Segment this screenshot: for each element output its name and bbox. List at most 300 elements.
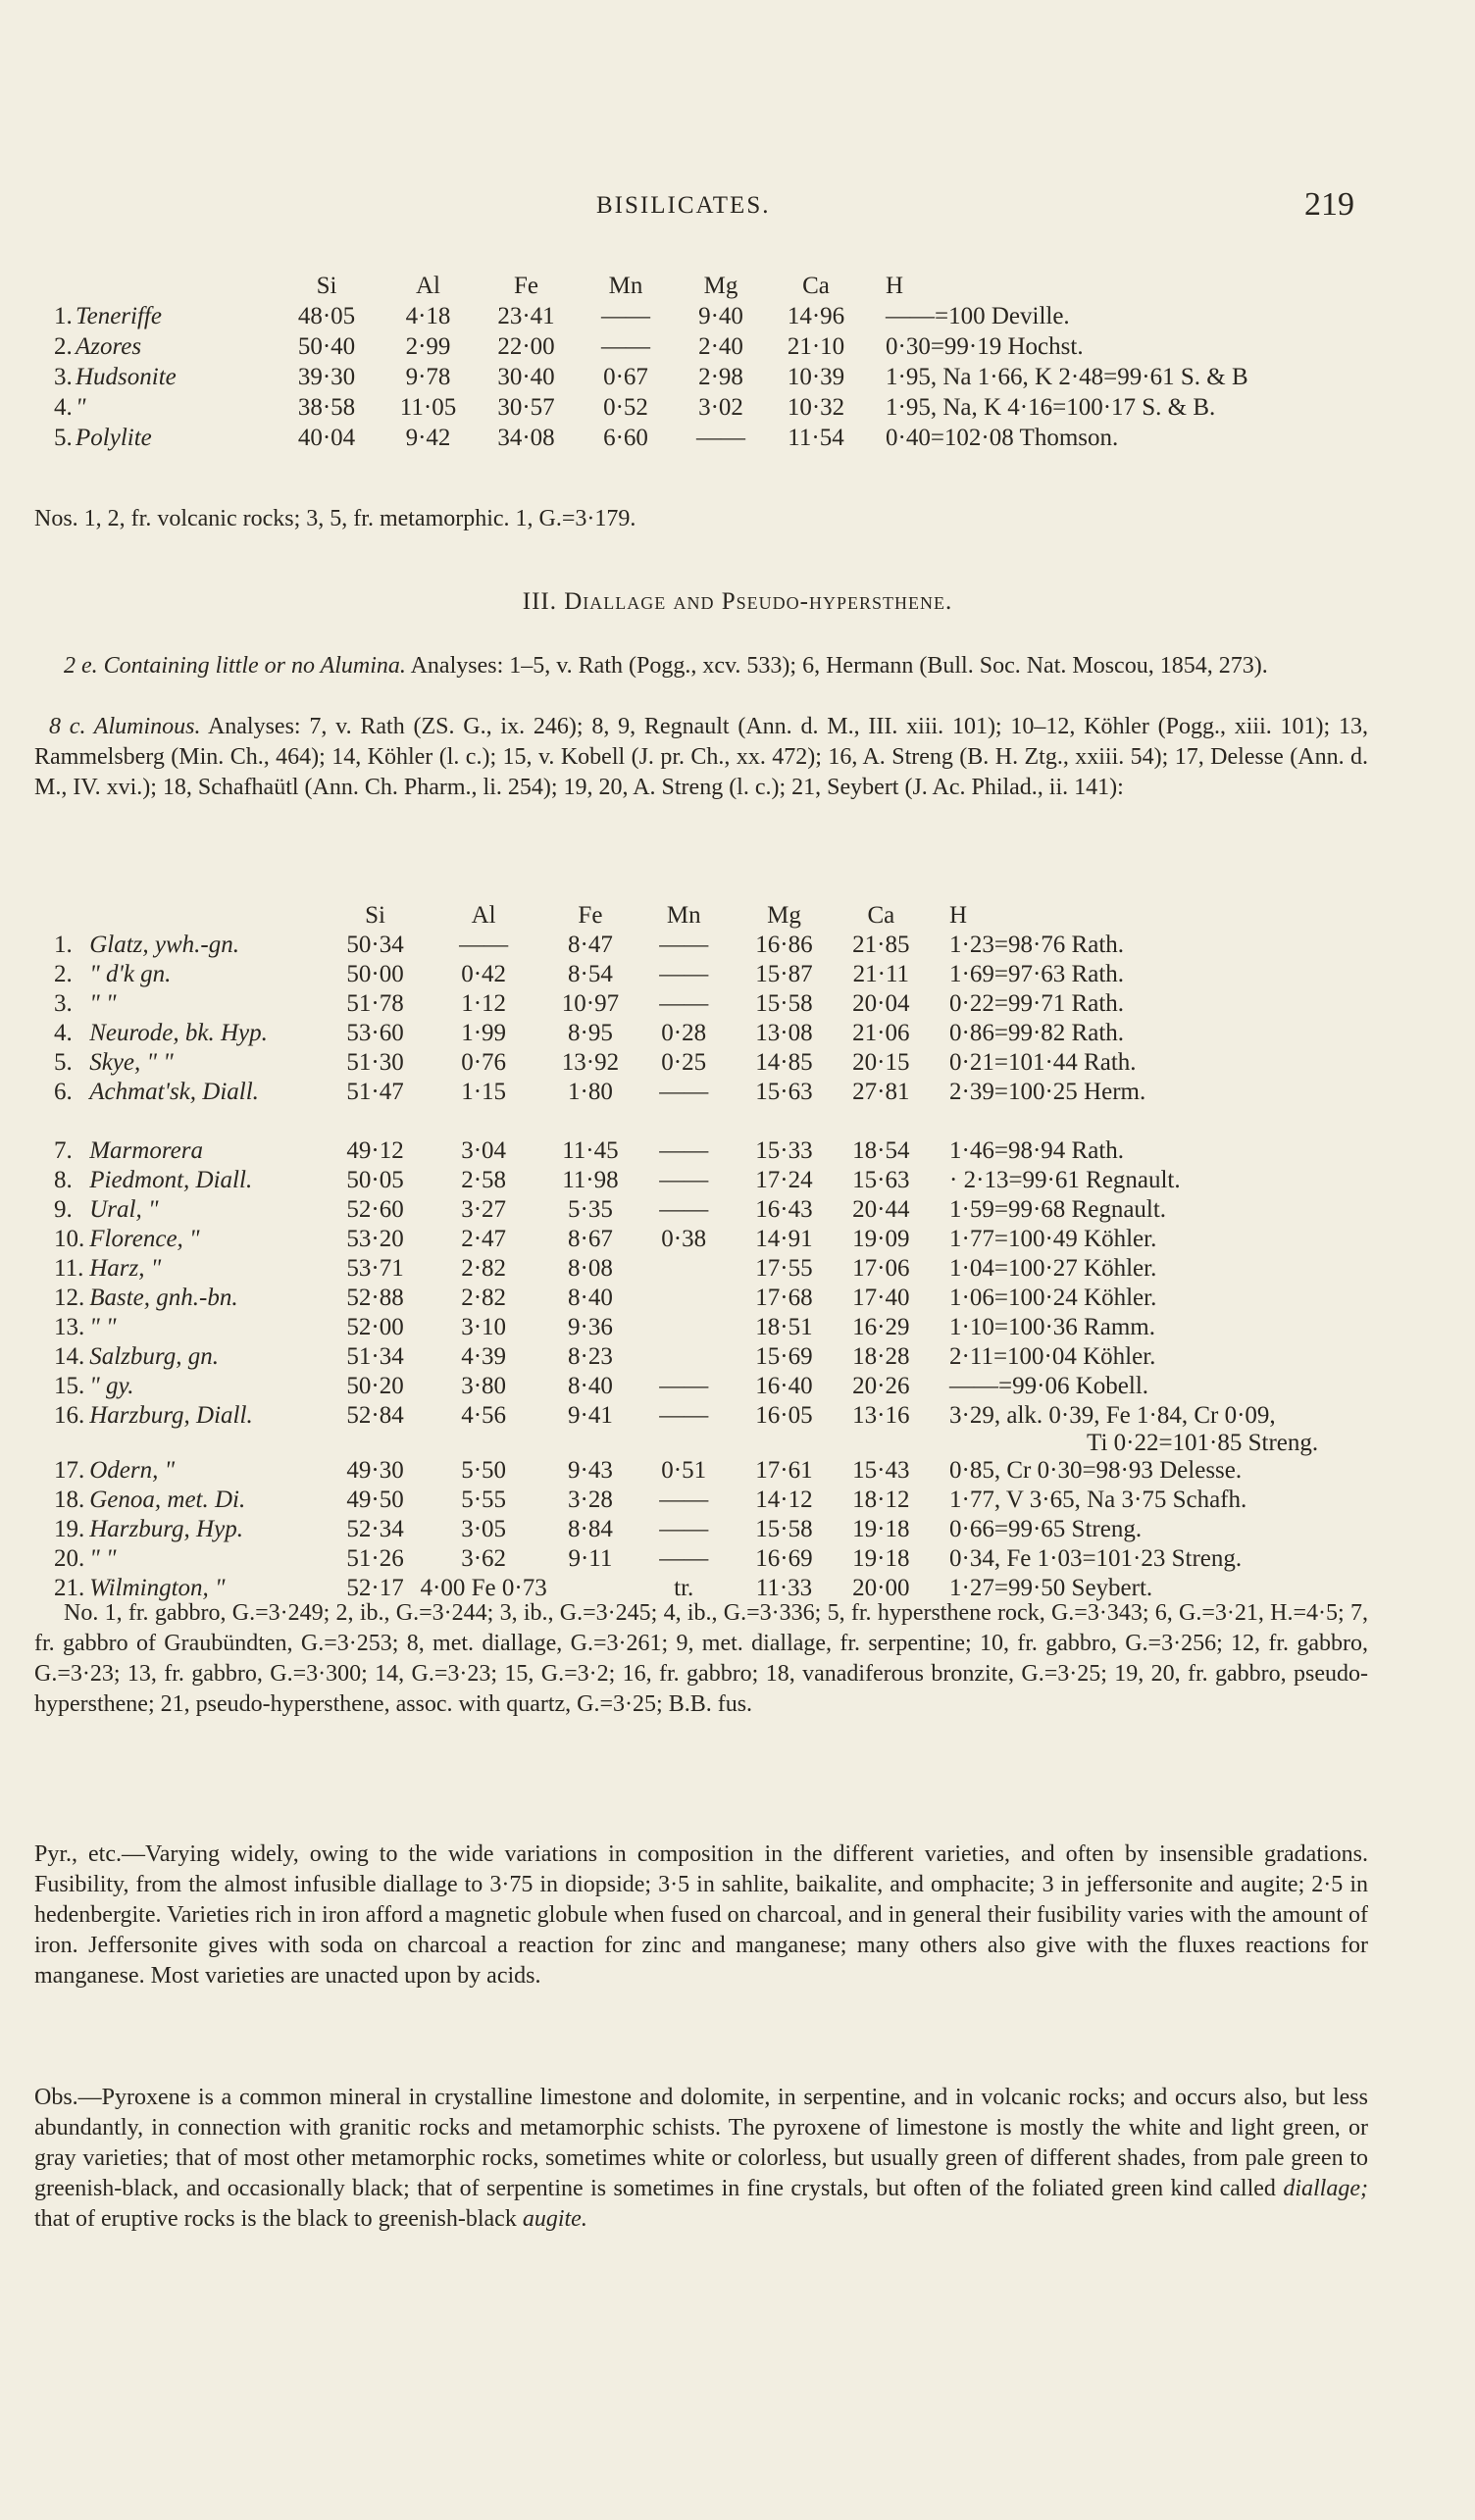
value-mg: 13·08 bbox=[755, 1020, 813, 1046]
value-ca: 19·18 bbox=[852, 1545, 910, 1572]
value-mn: 0·38 bbox=[661, 1226, 707, 1252]
table-row bbox=[54, 1285, 1475, 1314]
remainder-text: 2·11=100·04 Köhler. bbox=[949, 1343, 1156, 1370]
term-augite: augite. bbox=[522, 2206, 587, 2232]
value-mn: 6·60 bbox=[603, 425, 648, 451]
remainder bbox=[864, 425, 1425, 455]
locality: Azores bbox=[76, 333, 142, 360]
value-fe: 9·36 bbox=[568, 1314, 613, 1340]
value-mg: 14·12 bbox=[755, 1487, 813, 1513]
value-si: 51·34 bbox=[346, 1343, 404, 1370]
value-fe: 8·54 bbox=[568, 961, 613, 987]
table-row bbox=[54, 1487, 1475, 1516]
remainder-text: 1·95, Na, K 4·16=100·17 S. & B. bbox=[886, 394, 1216, 421]
row-number: 4. bbox=[54, 1020, 73, 1046]
value-al: 1·12 bbox=[461, 990, 507, 1017]
row-number: 13. bbox=[54, 1314, 85, 1340]
col-header: H bbox=[949, 902, 968, 929]
value-ca: 18·12 bbox=[852, 1487, 910, 1513]
paragraph-aluminous bbox=[34, 712, 1368, 803]
row-number: 21. bbox=[54, 1575, 85, 1601]
remainder bbox=[928, 990, 1475, 1020]
value-ca: 15·63 bbox=[852, 1167, 910, 1193]
value-mg: 17·61 bbox=[755, 1457, 813, 1484]
value-al: 2·82 bbox=[461, 1255, 507, 1282]
value-ca: 19·09 bbox=[852, 1226, 910, 1252]
locality: Ural, " bbox=[89, 1196, 159, 1223]
remainder bbox=[864, 364, 1425, 394]
row-number: 1. bbox=[54, 303, 73, 329]
value-fe: 8·47 bbox=[568, 932, 613, 958]
value-mg: 17·55 bbox=[755, 1255, 813, 1282]
value-mg: 15·33 bbox=[755, 1137, 813, 1164]
row-number: 17. bbox=[54, 1457, 85, 1484]
value-mg: 15·58 bbox=[755, 1516, 813, 1542]
value-mg: 18·51 bbox=[755, 1314, 813, 1340]
value-si: 53·71 bbox=[346, 1255, 404, 1282]
remainder-text: 0·40=102·08 Thomson. bbox=[886, 425, 1119, 451]
value-ca: 21·06 bbox=[852, 1020, 910, 1046]
remainder-text: 1·04=100·27 Köhler. bbox=[949, 1255, 1157, 1282]
remainder-text: · 2·13=99·61 Regnault. bbox=[949, 1167, 1181, 1193]
value-fe: 23·41 bbox=[497, 303, 555, 329]
remainder-text: 1·77=100·49 Köhler. bbox=[949, 1226, 1157, 1252]
col-header: Mn bbox=[608, 273, 643, 299]
remainder-text: 0·34, Fe 1·03=101·23 Streng. bbox=[949, 1545, 1243, 1572]
remainder bbox=[928, 1373, 1475, 1402]
row-number: 8. bbox=[54, 1167, 73, 1193]
value-al: 11·05 bbox=[399, 394, 457, 421]
value-mn: —— bbox=[659, 1516, 709, 1542]
remainder bbox=[928, 1137, 1475, 1167]
locality: " gy. bbox=[89, 1373, 134, 1399]
value-ca: 17·40 bbox=[852, 1285, 910, 1311]
remainder bbox=[928, 1167, 1475, 1196]
row-number: 4. bbox=[54, 394, 73, 421]
locality: Hudsonite bbox=[76, 364, 177, 390]
value-fe: 30·40 bbox=[497, 364, 555, 390]
page-number: 219 bbox=[1304, 186, 1354, 223]
table-row bbox=[54, 1049, 1475, 1079]
value-ca: 15·43 bbox=[852, 1457, 910, 1484]
value-al: —— bbox=[459, 932, 509, 958]
row-number: 20. bbox=[54, 1545, 85, 1572]
paragraph-observations bbox=[34, 2083, 1368, 2235]
remainder bbox=[928, 1314, 1475, 1343]
table1-note: Nos. 1, 2, fr. volcanic rocks; 3, 5, fr. metamorphic. 1, G.=3·179. bbox=[34, 506, 636, 531]
value-mn: —— bbox=[659, 1487, 709, 1513]
col-header: Si bbox=[365, 902, 386, 929]
remainder bbox=[864, 394, 1425, 425]
value-mg: 17·24 bbox=[755, 1167, 813, 1193]
value-mg: 14·91 bbox=[755, 1226, 813, 1252]
table-row bbox=[54, 425, 1425, 455]
value-mn bbox=[634, 1343, 734, 1373]
analysis-table-2 bbox=[54, 902, 1475, 1604]
value-si: 50·20 bbox=[346, 1373, 404, 1399]
value-ca: 20·15 bbox=[852, 1049, 910, 1076]
remainder bbox=[928, 961, 1475, 990]
locality: Harzburg, Diall. bbox=[89, 1402, 253, 1429]
value-al: 0·42 bbox=[461, 961, 507, 987]
value-al: 0·76 bbox=[461, 1049, 507, 1076]
value-mn: —— bbox=[659, 932, 709, 958]
row-number: 7. bbox=[54, 1137, 73, 1164]
value-si: 49·30 bbox=[346, 1457, 404, 1484]
value-ca: 18·54 bbox=[852, 1137, 910, 1164]
table-row bbox=[54, 1137, 1475, 1167]
paragraph-label: 8 c. Aluminous. bbox=[49, 714, 201, 739]
value-al: 3·80 bbox=[461, 1373, 507, 1399]
table-row bbox=[54, 1545, 1475, 1575]
value-mn: tr. bbox=[674, 1575, 694, 1601]
col-header: Al bbox=[471, 902, 496, 929]
value-mg: 2·98 bbox=[698, 364, 743, 390]
value-al: 4·00 Fe 0·73 bbox=[420, 1575, 547, 1601]
value-fe: 11·45 bbox=[562, 1137, 619, 1164]
value-mn: —— bbox=[601, 303, 650, 329]
value-al: 2·47 bbox=[461, 1226, 507, 1252]
table-header-row bbox=[54, 273, 1425, 303]
row-number: 1. bbox=[54, 932, 73, 958]
value-si: 51·47 bbox=[346, 1079, 404, 1105]
value-fe: 9·41 bbox=[568, 1402, 613, 1429]
remainder-text: 2·39=100·25 Herm. bbox=[949, 1079, 1146, 1105]
value-si: 53·20 bbox=[346, 1226, 404, 1252]
value-mn: —— bbox=[659, 1402, 709, 1429]
value-si: 50·34 bbox=[346, 932, 404, 958]
table-row bbox=[54, 1373, 1475, 1402]
remainder-text: ——=100 Deville. bbox=[886, 303, 1070, 329]
value-fe: 34·08 bbox=[497, 425, 555, 451]
remainder-text: 0·66=99·65 Streng. bbox=[949, 1516, 1143, 1542]
value-ca: 21·10 bbox=[787, 333, 845, 360]
locality: Harzburg, Hyp. bbox=[89, 1516, 243, 1542]
value-mg: 2·40 bbox=[698, 333, 743, 360]
table-row bbox=[54, 1020, 1475, 1049]
value-si: 50·40 bbox=[297, 333, 356, 360]
value-mn: 0·51 bbox=[661, 1457, 707, 1484]
remainder bbox=[928, 1487, 1475, 1516]
value-ca: 14·96 bbox=[787, 303, 845, 329]
value-mn: —— bbox=[659, 1167, 709, 1193]
table-row bbox=[54, 394, 1425, 425]
locality: Harz, " bbox=[89, 1255, 162, 1282]
remainder bbox=[928, 1516, 1475, 1545]
value-mg: 16·05 bbox=[755, 1402, 813, 1429]
value-mn: —— bbox=[659, 1196, 709, 1223]
value-al: 3·05 bbox=[461, 1516, 507, 1542]
row-number: 3. bbox=[54, 364, 73, 390]
value-fe: 22·00 bbox=[497, 333, 555, 360]
value-al: 9·78 bbox=[405, 364, 451, 390]
remainder bbox=[928, 1079, 1475, 1108]
remainder-text: 1·59=99·68 Regnault. bbox=[949, 1196, 1167, 1223]
value-ca: 10·39 bbox=[787, 364, 845, 390]
value-mn: 0·28 bbox=[661, 1020, 707, 1046]
value-mn: 0·52 bbox=[603, 394, 648, 421]
remainder-text: 1·23=98·76 Rath. bbox=[949, 932, 1125, 958]
locality: Genoa, met. Di. bbox=[89, 1487, 246, 1513]
value-mg: —— bbox=[696, 425, 745, 451]
value-si: 51·78 bbox=[346, 990, 404, 1017]
value-mn bbox=[634, 1255, 734, 1285]
value-si: 50·05 bbox=[346, 1167, 404, 1193]
section-numeral: III. bbox=[522, 588, 557, 615]
locality: " " bbox=[89, 1314, 117, 1340]
value-ca: 10·32 bbox=[787, 394, 845, 421]
value-ca: 20·04 bbox=[852, 990, 910, 1017]
locality: Marmorera bbox=[89, 1137, 203, 1164]
table-row bbox=[54, 961, 1475, 990]
value-mn: —— bbox=[659, 1079, 709, 1105]
locality: Florence, " bbox=[89, 1226, 200, 1252]
row-number: 6. bbox=[54, 1079, 73, 1105]
value-al: 1·15 bbox=[461, 1079, 507, 1105]
col-header: Fe bbox=[514, 273, 538, 299]
table-row bbox=[54, 1314, 1475, 1343]
value-al: 4·56 bbox=[461, 1402, 507, 1429]
section-heading bbox=[0, 588, 1475, 616]
value-ca: 27·81 bbox=[852, 1079, 910, 1105]
row-number: 9. bbox=[54, 1196, 73, 1223]
table-row bbox=[54, 364, 1425, 394]
value-al: 3·62 bbox=[461, 1545, 507, 1572]
table-row bbox=[54, 1343, 1475, 1373]
locality: Teneriffe bbox=[76, 303, 162, 329]
remainder-text: 1·10=100·36 Ramm. bbox=[949, 1314, 1155, 1340]
locality: Piedmont, Diall. bbox=[89, 1167, 253, 1193]
row-number: 16. bbox=[54, 1402, 85, 1429]
value-si: 52·84 bbox=[346, 1402, 404, 1429]
value-fe: 5·35 bbox=[568, 1196, 613, 1223]
value-fe: 8·84 bbox=[568, 1516, 613, 1542]
value-mg: 15·63 bbox=[755, 1079, 813, 1105]
table-row bbox=[54, 1516, 1475, 1545]
locality: Odern, " bbox=[89, 1457, 176, 1484]
value-si: 52·88 bbox=[346, 1285, 404, 1311]
value-al: 2·82 bbox=[461, 1285, 507, 1311]
table-row bbox=[54, 932, 1475, 961]
value-mg: 15·87 bbox=[755, 961, 813, 987]
paragraph-alumina-free bbox=[34, 651, 1368, 681]
paragraph-label: Pyr., etc. bbox=[34, 1841, 123, 1867]
remainder-text: 0·22=99·71 Rath. bbox=[949, 990, 1125, 1017]
row-number: 2. bbox=[54, 961, 73, 987]
paragraph-text: Analyses: 1–5, v. Rath (Pogg., xcv. 533); 6, Hermann (Bull. Soc. Nat. Moscou, 1854, 273). bbox=[410, 653, 1268, 679]
value-fe: 8·40 bbox=[568, 1285, 613, 1311]
remainder-text: 3·29, alk. 0·39, Fe 1·84, Cr 0·09, bbox=[949, 1402, 1276, 1429]
value-si: 51·30 bbox=[346, 1049, 404, 1076]
remainder bbox=[928, 1343, 1475, 1373]
value-mn: —— bbox=[659, 1545, 709, 1572]
value-ca: 20·44 bbox=[852, 1196, 910, 1223]
remainder bbox=[928, 1402, 1475, 1457]
locality: Skye, " " bbox=[89, 1049, 174, 1076]
value-mn: —— bbox=[659, 1373, 709, 1399]
locality: Glatz, ywh.-gn. bbox=[89, 932, 240, 958]
table-row bbox=[54, 1196, 1475, 1226]
table-row bbox=[54, 1226, 1475, 1255]
remainder-text: 1·27=99·50 Seybert. bbox=[949, 1575, 1153, 1601]
table-row bbox=[54, 1457, 1475, 1487]
col-header: Mg bbox=[767, 902, 801, 929]
locality: " " bbox=[89, 1545, 117, 1572]
value-ca: 17·06 bbox=[852, 1255, 910, 1282]
paragraph-text: —Varying widely, owing to the wide variations in composition in the different varieties, and often by insensible gradations. Fusibility, from the almost infusible diallage to 3·75 in diopside; 3·5 in sahlite, baikalite, and omphacite; 3 in jeffersonite and augite; 2·5 in hedenbergite. Varieties rich in iron afford a magnetic globule when fused on charcoal, and in general their fusibility varies with the amount of iron. Jeffersonite gives with soda on charcoal a reaction for zinc and manganese; many others also give with the fluxes reactions for manganese. Most varieties are unacted upon by acids. bbox=[34, 1841, 1369, 1989]
value-al: 4·18 bbox=[405, 303, 451, 329]
locality: Achmat'sk, Diall. bbox=[89, 1079, 259, 1105]
row-number: 12. bbox=[54, 1285, 85, 1311]
value-mn: —— bbox=[601, 333, 650, 360]
remainder-text: ——=99·06 Kobell. bbox=[949, 1373, 1149, 1399]
value-si: 49·12 bbox=[346, 1137, 404, 1164]
paragraph-text: —Pyroxene is a common mineral in crystalline limestone and dolomite, in serpentine, and in volcanic rocks; and occurs also, but less abundantly, in connection with granitic rocks and metamorphic schists. The pyroxene of limestone is mostly the white and light green, or gray varieties; that of most other metamorphic rocks, sometimes white or colorless, but usually green of different shades, from pale green to greenish-black, and occasionally black; that of serpentine is sometimes in fine crystals, but often of the foliated green kind called bbox=[34, 2085, 1368, 2201]
value-al: 9·42 bbox=[405, 425, 451, 451]
col-header: Mn bbox=[666, 902, 701, 929]
value-mn: —— bbox=[659, 961, 709, 987]
remainder-text: 1·69=97·63 Rath. bbox=[949, 961, 1125, 987]
value-al: 5·50 bbox=[461, 1457, 507, 1484]
value-ca: 21·11 bbox=[852, 961, 910, 987]
value-mn bbox=[634, 1314, 734, 1343]
row-number: 5. bbox=[54, 425, 73, 451]
value-ca: 20·00 bbox=[852, 1575, 910, 1601]
value-fe: 30·57 bbox=[497, 394, 555, 421]
value-fe: 9·11 bbox=[568, 1545, 613, 1572]
value-fe: 9·43 bbox=[568, 1457, 613, 1484]
paragraph-label: 2 e. Containing little or no Alumina. bbox=[64, 653, 406, 679]
remainder bbox=[928, 1049, 1475, 1079]
value-mn: 0·67 bbox=[603, 364, 648, 390]
table-row bbox=[54, 1079, 1475, 1108]
table-row bbox=[54, 990, 1475, 1020]
remainder-text: 1·46=98·94 Rath. bbox=[949, 1137, 1125, 1164]
table-row bbox=[54, 1402, 1475, 1457]
section-title: Diallage and Pseudo-hypersthene. bbox=[564, 588, 953, 615]
value-al: 3·27 bbox=[461, 1196, 507, 1223]
col-header: Fe bbox=[578, 902, 603, 929]
row-number: 3. bbox=[54, 990, 73, 1017]
value-mg: 16·43 bbox=[755, 1196, 813, 1223]
remainder-text: 0·30=99·19 Hochst. bbox=[886, 333, 1084, 360]
remainder-text: 0·21=101·44 Rath. bbox=[949, 1049, 1137, 1076]
locality: " bbox=[76, 394, 86, 421]
remainder-text: 1·95, Na 1·66, K 2·48=99·61 S. & B bbox=[886, 364, 1248, 390]
remainder bbox=[928, 1285, 1475, 1314]
locality: Baste, gnh.-bn. bbox=[89, 1285, 238, 1311]
table-spacer bbox=[54, 1108, 1475, 1137]
value-ca: 18·28 bbox=[852, 1343, 910, 1370]
value-fe: 1·80 bbox=[568, 1079, 613, 1105]
value-si: 48·05 bbox=[297, 303, 356, 329]
value-mg: 15·69 bbox=[755, 1343, 813, 1370]
remainder-text: 1·77, V 3·65, Na 3·75 Schafh. bbox=[949, 1487, 1247, 1513]
table-header-row bbox=[54, 902, 1475, 932]
table-row bbox=[54, 303, 1425, 333]
running-head bbox=[0, 186, 1475, 231]
value-fe: 8·40 bbox=[568, 1373, 613, 1399]
paragraph-pyrognostics bbox=[34, 1840, 1368, 1991]
value-fe: 3·28 bbox=[568, 1487, 613, 1513]
value-mg: 17·68 bbox=[755, 1285, 813, 1311]
locality: Wilmington, " bbox=[89, 1575, 226, 1601]
value-mg: 16·86 bbox=[755, 932, 813, 958]
value-si: 49·50 bbox=[346, 1487, 404, 1513]
col-header: Si bbox=[316, 273, 337, 299]
remainder bbox=[928, 1457, 1475, 1487]
row-number: 11. bbox=[54, 1255, 84, 1282]
term-diallage: diallage; bbox=[1283, 2176, 1368, 2201]
locality: " " bbox=[89, 990, 117, 1017]
row-number: 14. bbox=[54, 1343, 85, 1370]
value-ca: 21·85 bbox=[852, 932, 910, 958]
value-fe: 10·97 bbox=[561, 990, 620, 1017]
value-mg: 16·40 bbox=[755, 1373, 813, 1399]
paragraph-text: Analyses: 7, v. Rath (ZS. G., ix. 246); 8, 9, Regnault (Ann. d. M., III. xiii. 101); 10–12, Köhler (Pogg., xiii. 101); 13, Rammelsberg (Min. Ch., 464); 14, Köhler (l. c.); 15, v. Kobell (J. pr. Ch., xx. 472); 16, A. Streng (B. H. Ztg., xxiii. 54); 17, Delesse (Ann. d. M., IV. xvi.); 18, Schafhaütl (Ann. Ch. Pharm., li. 254); 19, 20, A. Streng (l. c.); 21, Seybert (J. Ac. Philad., ii. 141): bbox=[34, 714, 1368, 800]
value-si: 52·00 bbox=[346, 1314, 404, 1340]
value-mn bbox=[634, 1285, 734, 1314]
value-ca: 19·18 bbox=[852, 1516, 910, 1542]
row-number: 18. bbox=[54, 1487, 85, 1513]
value-si: 52·34 bbox=[346, 1516, 404, 1542]
table-row bbox=[54, 333, 1425, 364]
col-header: Ca bbox=[867, 902, 895, 929]
value-fe: 8·08 bbox=[568, 1255, 613, 1282]
remainder-text: 0·85, Cr 0·30=98·93 Delesse. bbox=[949, 1457, 1243, 1484]
remainder-text: 1·06=100·24 Köhler. bbox=[949, 1285, 1157, 1311]
value-ca: 13·16 bbox=[852, 1402, 910, 1429]
locality: Neurode, bk. Hyp. bbox=[89, 1020, 268, 1046]
paragraph-text-2: that of eruptive rocks is the black to greenish-black bbox=[34, 2206, 517, 2232]
col-header: Ca bbox=[802, 273, 830, 299]
paragraph-specimen-notes: No. 1, fr. gabbro, G.=3·249; 2, ib., G.=3·244; 3, ib., G.=3·245; 4, ib., G.=3·336; 5, fr. hypersthene rock, G.=3·343; 6, G.=3·21, H.=4·5; 7, fr. gabbro of Graubündten, G.=3·253; 8, met. diallage, G.=3·261; 9, met. diallage, fr. serpentine; 10, fr. gabbro, G.=3·256; 12, fr. gabbro, G.=3·23; 13, fr. gabbro, G.=3·300; 14, G.=3·23; 15, G.=3·2; 16, fr. gabbro; 18, vanadiferous bronzite, G.=3·25; 19, 20, fr. gabbro, pseudo-hypersthene; 21, pseudo-hypersthene, assoc. with quartz, G.=3·25; B.B. fus. bbox=[34, 1600, 1368, 1717]
remainder-text: 0·86=99·82 Rath. bbox=[949, 1020, 1125, 1046]
value-mg: 14·85 bbox=[755, 1049, 813, 1076]
running-head-title: BISILICATES. bbox=[596, 192, 771, 219]
remainder bbox=[928, 1020, 1475, 1049]
value-mg: 3·02 bbox=[698, 394, 743, 421]
value-mn: —— bbox=[659, 1137, 709, 1164]
value-ca: 16·29 bbox=[852, 1314, 910, 1340]
row-number: 10. bbox=[54, 1226, 85, 1252]
value-al: 2·58 bbox=[461, 1167, 507, 1193]
col-header: Mg bbox=[703, 273, 738, 299]
row-number: 15. bbox=[54, 1373, 85, 1399]
value-al: 5·55 bbox=[461, 1487, 507, 1513]
remainder bbox=[928, 1226, 1475, 1255]
value-si: 52·60 bbox=[346, 1196, 404, 1223]
value-si: 38·58 bbox=[297, 394, 356, 421]
value-mg: 15·58 bbox=[755, 990, 813, 1017]
remainder bbox=[928, 1255, 1475, 1285]
value-si: 52·17 bbox=[346, 1575, 404, 1601]
value-mn: 0·25 bbox=[661, 1049, 707, 1076]
value-ca: 20·26 bbox=[852, 1373, 910, 1399]
row-number: 19. bbox=[54, 1516, 85, 1542]
remainder bbox=[864, 303, 1425, 333]
value-fe: 8·95 bbox=[568, 1020, 613, 1046]
value-si: 39·30 bbox=[297, 364, 356, 390]
value-al: 4·39 bbox=[461, 1343, 507, 1370]
paragraph-label: Obs. bbox=[34, 2085, 78, 2110]
value-mn: —— bbox=[659, 990, 709, 1017]
locality: " d'k gn. bbox=[89, 961, 172, 987]
value-al: 3·10 bbox=[461, 1314, 507, 1340]
value-fe: 11·98 bbox=[562, 1167, 619, 1193]
value-si: 40·04 bbox=[297, 425, 356, 451]
remainder bbox=[928, 932, 1475, 961]
